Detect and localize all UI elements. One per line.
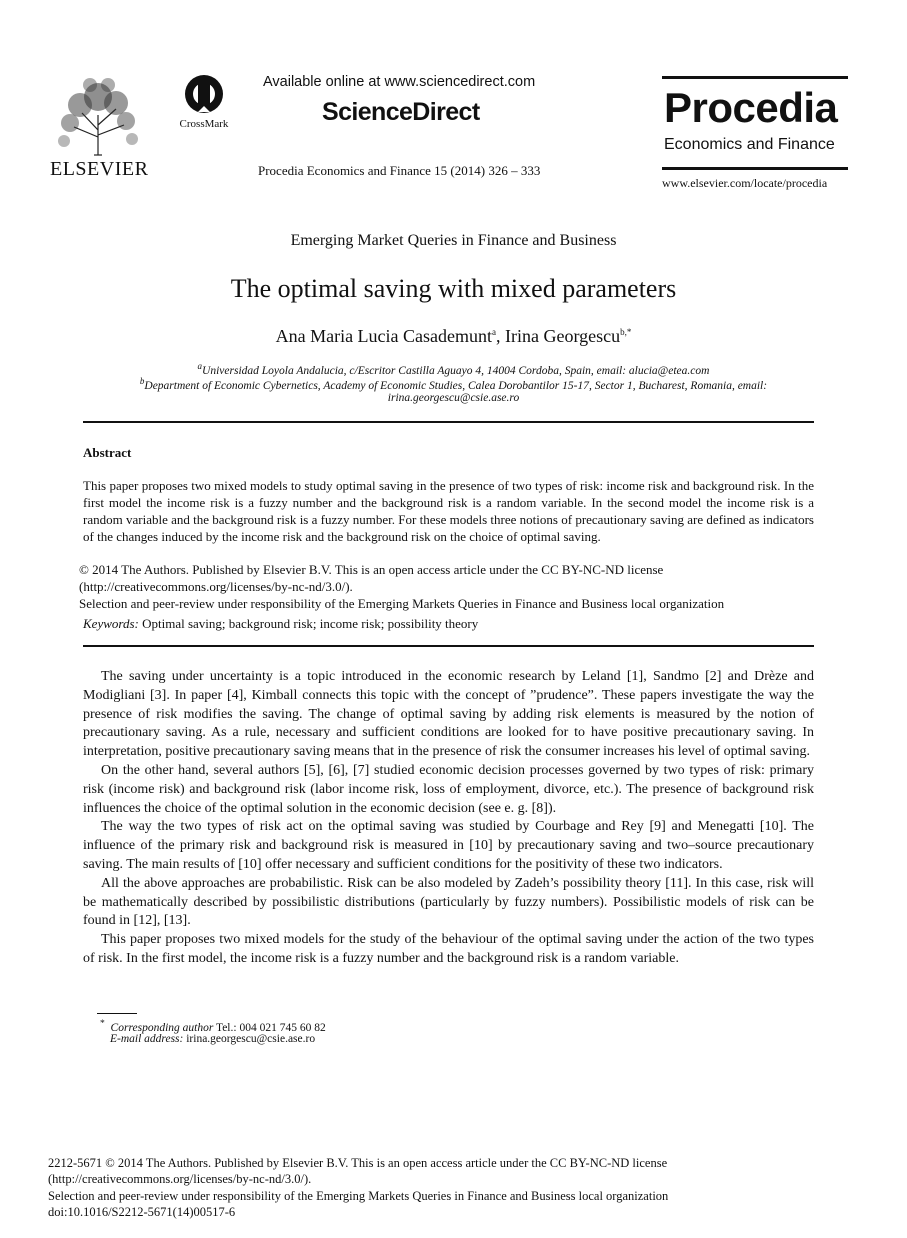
affiliation-mark: b bbox=[139, 376, 145, 386]
footer-doi[interactable]: doi:10.1016/S2212-5671(14)00517-6 bbox=[48, 1205, 236, 1219]
abstract-top-rule bbox=[83, 421, 814, 423]
procedia-bottom-rule bbox=[662, 167, 848, 170]
affiliation-mark: a bbox=[197, 361, 203, 371]
footer-issn-line: 2212-5671 © 2014 The Authors. Published by Elsevier B.V. This is an open access article under the CC BY-NC-ND license bbox=[48, 1156, 668, 1170]
keywords bbox=[83, 615, 823, 632]
abstract-text: This paper proposes two mixed models to study optimal saving in the presence of two types of risk: income risk and background risk. In the first model the income risk is a fuzzy number and the background risk is a random variable. In the second model the income risk is a random variable and the background risk is a fuzzy number. For these models three notions of precautionary saving are defined as indicators of the changes induced by the income risk and the background risk on the choice of optimal saving. bbox=[83, 478, 814, 544]
author-list bbox=[0, 326, 907, 347]
email-address[interactable]: irina.georgescu@csie.ase.ro bbox=[183, 1033, 316, 1045]
email-label: E-mail address: bbox=[110, 1033, 184, 1045]
conference-name: Emerging Market Queries in Finance and Business bbox=[290, 232, 617, 249]
footer-peer-review: Selection and peer-review under responsibility of the Emerging Markets Queries in Finance and Business local organization bbox=[48, 1189, 669, 1203]
affiliation-b-email: irina.georgescu@csie.ase.ro bbox=[387, 392, 520, 404]
elsevier-logo bbox=[50, 75, 149, 180]
author-name: Ana Maria Lucia Casademunt bbox=[275, 326, 493, 346]
footnote-mark: * bbox=[100, 1018, 105, 1029]
available-online-link[interactable]: Available online at www.sciencedirect.com bbox=[263, 74, 536, 90]
body-paragraph: This paper proposes two mixed models for the study of the behaviour of the optimal saving under the action of the two types of risk. In the first model, the income risk is a fuzzy number and the background risk is a random variable. bbox=[83, 932, 814, 966]
keywords-label: Keywords: bbox=[83, 616, 139, 631]
author-name: Irina Georgescu bbox=[505, 326, 621, 346]
procedia-url[interactable]: www.elsevier.com/locate/procedia bbox=[662, 176, 828, 190]
affiliation-text: Department of Economic Cybernetics, Academy of Economic Studies, Calea Dorobantilor 15-17, Sector 1, Bucharest, Romania, email: bbox=[144, 379, 768, 392]
author-affiliation-mark: b,* bbox=[620, 327, 632, 337]
author-affiliation-mark: a bbox=[492, 327, 497, 337]
procedia-subtitle: Economics and Finance bbox=[664, 136, 835, 153]
affiliation-text: Universidad Loyola Andalucia, c/Escritor Castilla Aguayo 4, 14004 Cordoba, Spain, email: alucia@etea.com bbox=[202, 364, 710, 377]
body-paragraph: All the above approaches are probabilistic. Risk can be also modeled by Zadeh’s possibility theory [11]. In this case, risk will be mathematically described by possibilistic distributions (particularly by fuzzy numbers). Possibilistic models of risk can be found in [12], [13]. bbox=[83, 875, 814, 929]
corresponding-author-phone: Tel.: 004 021 745 60 82 bbox=[213, 1021, 326, 1034]
keywords-text: Optimal saving; background risk; income risk; possibility theory bbox=[138, 616, 479, 631]
procedia-top-rule bbox=[662, 76, 848, 79]
procedia-logo bbox=[662, 76, 848, 194]
elsevier-tree-icon bbox=[54, 75, 142, 157]
footnote-rule bbox=[97, 1013, 137, 1014]
corresponding-author-label: Corresponding author bbox=[110, 1021, 214, 1034]
crossmark-badge[interactable] bbox=[172, 74, 236, 134]
crossmark-icon bbox=[184, 74, 224, 116]
abstract-bottom-rule bbox=[83, 645, 814, 647]
paper-title: The optimal saving with mixed parameters bbox=[230, 274, 677, 303]
corresponding-author-note bbox=[100, 1018, 326, 1034]
sciencedirect-logo: ScienceDirect bbox=[322, 98, 480, 126]
license-link[interactable]: (http://creativecommons.org/licenses/by-nc-nd/3.0/). bbox=[79, 579, 353, 594]
peer-review-line: Selection and peer-review under responsibility of the Emerging Markets Queries in Finance and Business local organization bbox=[79, 596, 725, 611]
crossmark-label: CrossMark bbox=[179, 118, 229, 130]
author-separator: , bbox=[496, 326, 506, 346]
abstract-heading: Abstract bbox=[83, 445, 132, 460]
elsevier-wordmark: ELSEVIER bbox=[50, 158, 149, 180]
affiliation-b bbox=[0, 376, 907, 392]
journal-citation: Procedia Economics and Finance 15 (2014) 326 – 333 bbox=[258, 163, 541, 178]
email-note bbox=[110, 1033, 315, 1045]
footer-license-link[interactable]: (http://creativecommons.org/licenses/by-nc-nd/3.0/). bbox=[48, 1172, 312, 1186]
body-paragraph: The saving under uncertainty is a topic introduced in the economic research by Leland [1], Sandmo [2] and Drèze and Modigliani [3]. In paper [4], Kimball connects this topic with the concept of ”prudence”. These papers investigate the way the presence of risk modifies the saving. The change of optimal saving by adding risk elements is measured by the notion of precautionary saving. As a rule, necessary and sufficient conditions are looked for to have positive precautionary saving. In interpretation, positive precautionary saving means that in the presence of risk the consumer increases his level of optimal saving. bbox=[83, 669, 814, 760]
body-paragraph: On the other hand, several authors [5], [6], [7] studied economic decision processes governed by two types of risk: primary risk (income risk) and background risk (labor income risk, loss of employment, divorce, etc.). The presence of background risk influences the choice of the optimal solution in the economic decision (see e. g. [8]). bbox=[83, 762, 814, 816]
body-text bbox=[83, 668, 814, 969]
license-line: © 2014 The Authors. Published by Elsevier B.V. This is an open access article under the CC BY-NC-ND license bbox=[79, 562, 664, 577]
affiliation-a bbox=[0, 361, 907, 377]
procedia-brand: Procedia bbox=[664, 84, 838, 131]
body-paragraph: The way the two types of risk act on the optimal saving was studied by Courbage and Rey [9] and Menegatti [10]. The influence of the primary risk and background risk is measured in [10] by precautionary saving and two–source precautionary saving. The main results of [10] offer necessary and sufficient conditions for the positivity of these two indicators. bbox=[83, 819, 814, 872]
